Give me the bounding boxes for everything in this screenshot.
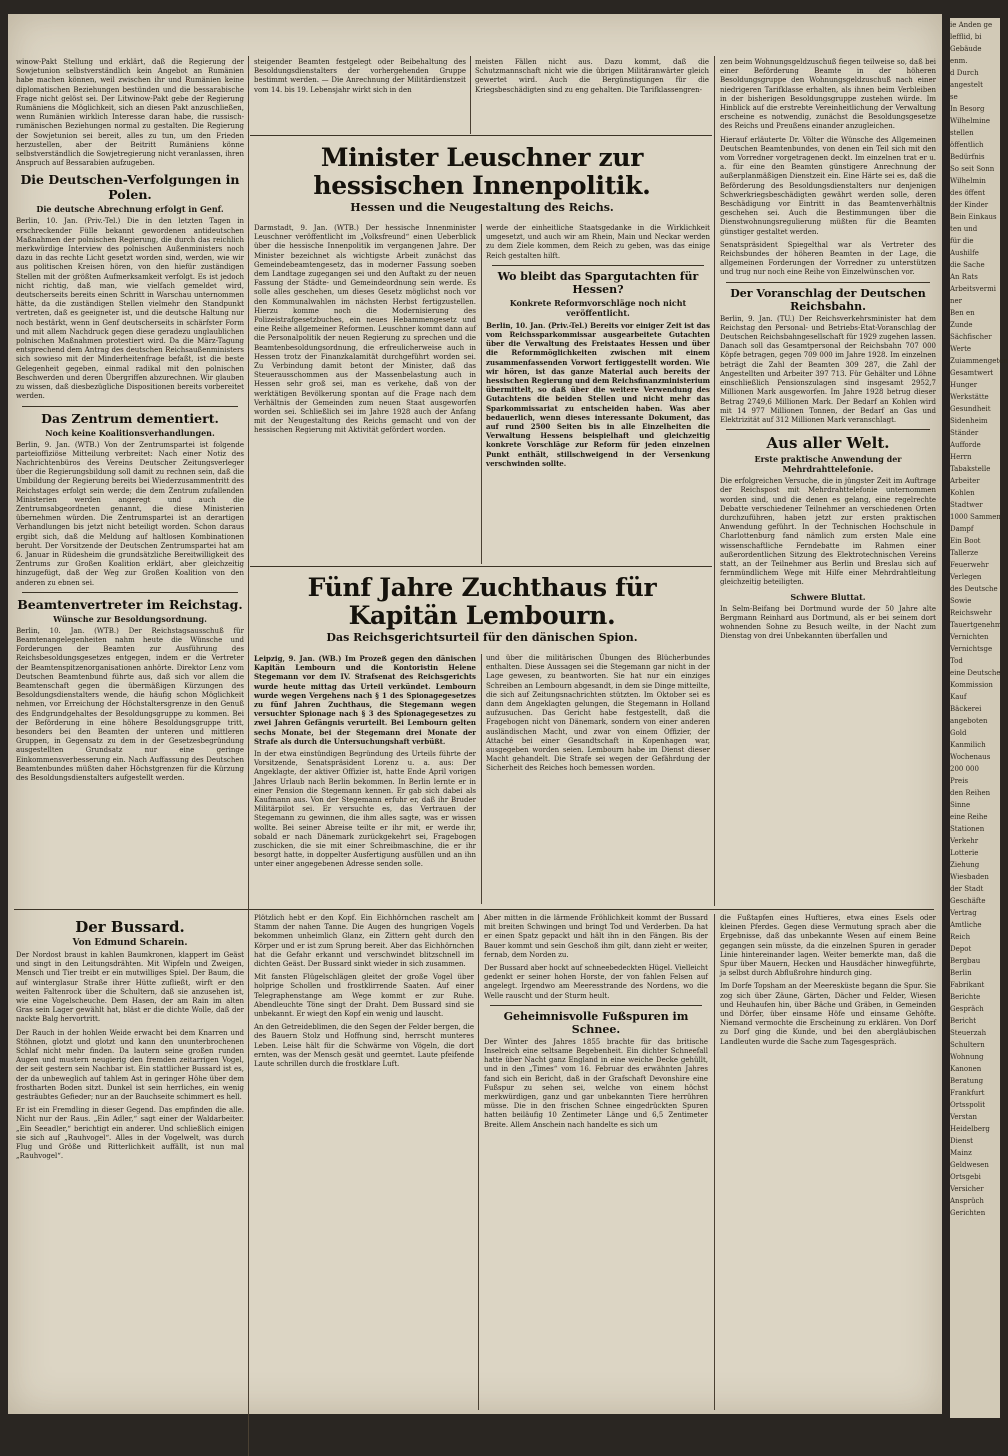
adjacent-page-fragment: An Rats — [950, 273, 978, 281]
adjacent-page-fragment: Reichswehr — [950, 609, 992, 617]
adjacent-page-fragment: der Stadt — [950, 885, 984, 893]
adjacent-page-fragment: Tod — [950, 657, 963, 665]
hessen-column-b — [486, 224, 710, 564]
adjacent-page-fragment: Tabakstelle — [950, 465, 991, 473]
divider — [726, 429, 930, 430]
adjacent-page-fragment: Tallerze — [950, 549, 979, 557]
adjacent-page-fragment: Wohnung — [950, 1053, 984, 1061]
adjacent-page-fragment: Bein Einkaus — [950, 213, 997, 221]
subheadline-zentrum: Noch keine Koalitionsverhandlungen. — [45, 427, 215, 438]
column-4 — [720, 58, 936, 906]
adjacent-page-fragment: Heidelberg — [950, 1125, 990, 1133]
adjacent-page-fragment: für die — [950, 237, 974, 245]
adjacent-page-fragment: 200 000 — [950, 765, 979, 773]
reichsbahn-text: Berlin, 9. Jan. (TU.) Der Reichsverkehrsminister hat dem Reichstag den Personal- und Betriebs-Etat-Voranschlag der Deutschen Reichsbahngesellschaft für 1929 zugehen lassen. Danach soll das Gesamtpersonal der Reichsbahn 707 000 Köpfe betragen, gegen 709 000 im Jahre 1928. Im einzelnen beträgt die Zahl der Beamten 309 287, die Zahl der Angestellten und Arbeiter 397 713. Für Gehälter und Löhne einschließlich Pensionszulagen sind insgesamt 2952,7 Millionen Mark ausgeworfen. Im Jahre 1928 betrug dieser Betrag 2749,6 Millionen Mark. Der Bedarf an Kohlen wird mit 14 977 Millionen Tonnen, der Bedarf an Gas und Elektrizität auf 312 Millionen Mark veranschlagt. — [720, 314, 936, 424]
headline-bussard: Der Bussard. — [75, 918, 185, 936]
adjacent-page-fragment: enm. — [950, 57, 968, 65]
subheadline-spargutachten: Konkrete Reformvorschläge noch nicht veröffentlicht. — [509, 297, 687, 318]
column-rule — [470, 56, 471, 134]
adjacent-page-fragment: Ortsgebi — [950, 1173, 981, 1181]
adjacent-page-fragment: Arbeitsvermi — [950, 285, 996, 293]
adjacent-page-fragment: Verkehr — [950, 837, 979, 845]
adjacent-page-fragment: Geldwesen — [950, 1161, 989, 1169]
adjacent-page-fragment: Gebäude — [950, 45, 982, 53]
adjacent-page-fragment: Kanonen — [950, 1065, 982, 1073]
adjacent-page-fragment: ner — [950, 297, 962, 305]
adjacent-page-fragment: Kohlen — [950, 489, 975, 497]
adjacent-page-fragment: Verstan — [950, 1113, 977, 1121]
adjacent-page-fragment: Sowie — [950, 597, 972, 605]
bussard-column-1 — [16, 914, 244, 1410]
column-rule — [714, 914, 715, 1410]
adjacent-page-fragment: eine Reihe — [950, 813, 988, 821]
bussard-column-2 — [254, 914, 474, 1410]
bluttat-text: In Selm-Beifang bei Dortmund wurde der 50 Jahre alte Bergmann Reinhard aus Dortmund, als er bei seinem dort wohnenden Sohne zu Besuch weilte, in der Nacht zum Dienstag von drei Unbekannten überfallen und — [720, 604, 936, 641]
spargutachten-text: Berlin, 10. Jan. (Priv.-Tel.) Bereits vor einiger Zeit ist das vom Reichssparkommissar ausgearbeitete Gutachten über die Verwaltung des Freistaates Hessen und über die Reformmöglichkeiten zwischen mit einem zusammenfassenden Vorwort fertiggestellt worden. Wie wir hören, ist das ganze Material auch bereits der hessischen Regierung und dem Reichsfinanzministerium übermittelt, so daß über die weitere Verwendung des Gutachtens die beiden Stellen und nicht mehr das Sparkommissariat zu entscheiden haben. Was aber bedauerlich, wenn dieses interessante Dokument, das auf rund 2500 Seiten bis in alle Einzelheiten die Verwaltung Hessens beispielhaft und gleichzeitig konkrete Vorschläge zur Reform für jeden einzelnen Punkt enthält, stillschweigend in der Versenkung verschwinden sollte. — [486, 320, 710, 468]
adjacent-page-fragment: öffentlich — [950, 141, 984, 149]
fussspuren-column-2 — [720, 914, 936, 1410]
bussard-text-5: Mit fansten Flügelschlägen gleitet der große Vogel über holprige Schollen und frostklirrende Saaten. Auf einer Telegraphenstange am Wege kommt er zur Ruhe. Abendleuchte Töne singt der Draht. Dem Bussard sind sie unbekannt. Er wiegt den Kopf ein wenig und lauscht. — [254, 973, 474, 1019]
headline-reichsbahn: Der Voranschlag der Deutschen Reichsbahn. — [730, 286, 926, 313]
adjacent-page-fragment: Bäckerei — [950, 705, 982, 713]
article-romania-text: winow-Pakt Stellung und erklärt, daß die Regierung der Sowjetunion selbstverständlich kein Angebot an Rumänien habe machen können, weil zwischen ihr und Rumänien keine diplomatischen Beziehungen bestünden und die bessarabische Frage nicht gelöst sei. Der Litwinow-Pakt gebe der Regierung Rumäniens die Möglichkeit, sich an diesen Pakt anzuschließen, wenn Rumänien wirklich Interesse daran habe, die russisch-rumänischen Beziehungen normal zu gestalten. Die Regierung der Sowjetunion sei bereit, alles zu tun, um den Frieden herzustellen, aber der Beitritt Rumäniens könne selbstverständlich die Sowjetregierung nicht veranlassen, ihren Anspruch auf Bessarabien aufzugeben. — [16, 58, 244, 168]
beamten-spiegelthal: Senatspräsident Spiegelthal war als Vertreter des Reichsbundes der höheren Beamten in der Lage, die allgemeinen Forderungen der Vorredner zu unterstützen und trug nur noch eine Reihe von Einzelwünschen vor. — [720, 240, 936, 277]
adjacent-page-fragment: Vernichtsge — [950, 645, 993, 653]
bussard-text-2: Der Rauch in der hohlen Weide erwacht bei dem Knarren und Stöhnen, glotzt und glotzt und kann den ununterbrochenen Schlaf nicht mehr finden. Da lautern seine großen runden Augen und mustern neugierig den fremden zeitarrigen Vogel, der seit gestern sein Nachbar ist. Ein stattlicher Bussard ist es, der da unbeweglich auf tahlem Ast in geringer Höhe über dem frostharten Boden sitzt. Dunkel ist sein herrliches, ein wenig gesträubtes Gefieder; nur an der Bauchseite schimmert es hell. — [16, 1028, 244, 1102]
column-rule — [478, 914, 479, 1410]
adjacent-page-fragment: Stationen — [950, 825, 985, 833]
headline-aus-aller-welt: Aus aller Welt. — [766, 434, 890, 453]
adjacent-page-fragment: Beratung — [950, 1077, 984, 1085]
divider — [22, 406, 238, 407]
column-rule — [248, 56, 249, 1456]
divider — [492, 265, 704, 266]
beamten-continuation: steigender Beamten festgelegt oder Beibehaltung des Besoldungsdienstalters der vorhergehenden Gruppe bestimmt werden. — Die Anrechnung der Militärdienstzeit vom 14. bis 19. Lebensjahr wirkt sich in den — [254, 58, 466, 94]
article-beamten-text: Berlin, 10. Jan. (WTB.) Der Reichstagsausschuß für Beamtenangelegenheiten nahm heute die Wünsche und Forderungen der Beamten zur Ausführung des Reichsbesoldungsgesetzes entgegen, indem er die Vertreter der Beamtenspitzenorganisationen anhörte. Direktor Lenz vom Deutschen Beamtenbund führte aus, daß sich vor allem die Beamtenschaft gegen die übermäßigen Kürzungen des Besoldungsdienstalters wende, die häufig schon Möglichkeit nehmen, vor Erreichung der Höchstaltersgrenze in den Genuß des Endgrundgehaltes der Besoldungsgruppe zu kommen. Bei der Beförderung in eine höhere Besoldungsgruppe tritt, besonders bei den Beamten der unteren und mittleren Gruppen, in Gegensatz zu dem in der Gesetzesbegründung ausgestellten Grundsatz nur eine geringe Einkommensverbesserung ein. Nach Auffassung des Deutschen Beamtenbundes müßten daher Höchstgrenzen für die Kürzung des Besoldungsdienstalters aufgestellt werden. — [16, 626, 244, 782]
adjacent-page-fragment: Aushilfe — [950, 249, 979, 257]
adjacent-page-fragment: Kauf — [950, 693, 967, 701]
adjacent-page-fragment: Gerichten — [950, 1209, 986, 1217]
adjacent-page-fragment: Arbeiter — [950, 477, 980, 485]
column-rule — [714, 56, 715, 906]
adjacent-page-fragment: Ständer — [950, 429, 979, 437]
adjacent-page-fragment: Mainz — [950, 1149, 972, 1157]
adjacent-page-fragment: Werkstätte — [950, 393, 989, 401]
adjacent-page-fragment: Hunger — [950, 381, 978, 389]
bussard-text-1: Der Nordost braust in kahlen Baumkronen, klappert im Geäst und singt in den Leitungsdrähten. Mit Wipfeln und Zweigen, Mensch und Tier treibt er ein mutwilliges Spiel. Der Baum, die auf winterglasur Straße ihrer Hütte zufließt, wirft er den weiten Faltenrock über die Schultern, daß sie anzusehen ist, wie eine Vogelscheuche. Dem Hasen, der am Rain im alten Gras sein Lager gewählt hat, bläst er die dichte Wolle, daß der nackte Balg hervortritt. — [16, 951, 244, 1024]
beamten-continuation-2: meisten Fällen nicht aus. Dazu kommt, daß die Schutzmannschaft nicht wie die übrigen Militäranwärter gleich gewertet wird. Auch die Bergünstigungen für die Kriegsbeschädigten sind zu eng gehalten. Die Tarifklassengren- — [475, 58, 709, 94]
subheadline-mehrdraht: Erste praktische Anwendung der Mehrdrahttelefonie. — [754, 454, 902, 475]
adjacent-page-fragment: Frankfurt — [950, 1089, 985, 1097]
bussard-text-7: Aber mitten in die lärmende Fröhlichkeit kommt der Bussard mit breiten Schwingen und bringt Tod und Verderben. Da hat er einen Spatz gepackt und hält ihn in den Fängen. Bis der Bauer kommt und sein Geschoß ihm gilt, dann zieht er weiter, fernab, dem Norden zu. — [484, 914, 708, 959]
adjacent-page-fragment: Stadtwer — [950, 501, 983, 509]
adjacent-page-fragment: Tauertgenehm — [950, 621, 1002, 629]
lembourn-verdict-text: Leipzig, 9. Jan. (WB.) Im Prozeß gegen den dänischen Kapitän Lembourn und die Kontoristin Helene Stegemann vor dem IV. Strafsenat des Reichsgerichts wurde heute mittag das Urteil verkündet. Lembourn wurde wegen Vergehens nach § 1 des Spionagegesetzes zu fünf Jahren Zuchthaus, die Stegemann wegen versuchter Spionage nach § 3 des Spionagegesetzes zu zwei Jahren Gefängnis verurteilt. Bei Lembourn gelten sechs Monate, bei der Stegemann drei Monate der Strafe als durch die Untersuchungshaft verbüßt. — [254, 654, 476, 746]
beamten-continuation-3: zen beim Wohnungsgeldzuschuß fiegen teilweise so, daß bei einer Beförderung Beamte in der höheren Besoldungsgruppe den Wohnungsgeldzuschuß nach einer niedrigeren Tarifklasse erhalten, als ihnen beim Verbleiben in der bisherigen Besoldungsgruppe zustehen würde. Im Hinblick auf die erstrebte Vereinheitlichung der Verwaltung erscheine es notwendig, zunächst die Besoldungsgesetze des Reichs und Preußens einander anzugleichen. — [720, 58, 936, 131]
fussspuren-text-3: Im Dorfe Topsham an der Meeresküste begann die Spur. Sie zog sich über Zäune, Gärten, Dächer und Felder, Wiesen und Heuhaufen hin, über Bäche und Gräben, in Gemeinden und Dörfer, über einsame Höfe und einsame Gehöfte. Niemand vermochte die Erscheinung zu erklären. Von Dorf zu Dorf ging die Kunde, und bei den abergläubischen Landleuten wurde die Sache zum Tagesgespräch. — [720, 982, 936, 1046]
lembourn-column-b — [486, 654, 710, 906]
adjacent-page-fragment: So seit Sonn — [950, 165, 995, 173]
column-1 — [16, 58, 244, 906]
hessen-column-a — [254, 224, 476, 564]
adjacent-page-fragment: Preis — [950, 777, 969, 785]
adjacent-page-fragment: Kanmilich — [950, 741, 986, 749]
adjacent-page-fragment: der Kinder — [950, 201, 989, 209]
adjacent-page-fragment: ten und — [950, 225, 978, 233]
adjacent-page-fragment: angeboten — [950, 717, 988, 725]
divider — [490, 1005, 702, 1006]
adjacent-page-fragment: Reich — [950, 933, 971, 941]
adjacent-page-fragment: angestelt — [950, 81, 983, 89]
box-rule — [250, 135, 712, 136]
adjacent-page-fragment: Depot — [950, 945, 972, 953]
adjacent-page-fragment: Steuerzah — [950, 1029, 987, 1037]
adjacent-page-fragment: Wochenaus — [950, 753, 991, 761]
bussard-text-8: Der Bussard aber hockt auf schneebedeckten Hügel. Vielleicht gedenkt er seiner hohen Horste, der von fahlen Felsen auf angelegt. Irgendwo am Meeresstrande des Nordens, wo die Welle rauscht und der Sturm heult. — [484, 964, 708, 1000]
adjacent-page-fragment: eine Deutsche — [950, 669, 1001, 677]
adjacent-page-fragment: Fabrikant — [950, 981, 985, 989]
adjacent-page-fragment: Lotterie — [950, 849, 979, 857]
divider — [22, 592, 238, 593]
headline-fussspuren: Geheimnisvolle Fußspuren im Schnee. — [503, 1009, 689, 1036]
adjacent-page-fragment: Schultern — [950, 1041, 985, 1049]
adjacent-page-fragment: Bericht — [950, 1017, 977, 1025]
adjacent-page-fragment: Vernichten — [950, 633, 989, 641]
headline-zentrum: Das Zentrum dementiert. — [41, 410, 219, 426]
adjacent-page-fragment: Ben en — [950, 309, 975, 317]
adjacent-page-fragment: Zunde — [950, 321, 973, 329]
column-rule — [481, 654, 482, 904]
subheadline-lembourn: Das Reichsgerichtsurteil für den dänischen Spion. — [326, 631, 638, 644]
adjacent-page-fragment: Ziehung — [950, 861, 980, 869]
adjacent-page-fragment: stellen — [950, 129, 974, 137]
adjacent-page-fragment: Dienst — [950, 1137, 973, 1145]
adjacent-page-fragment: 1000 Sammen — [950, 513, 1001, 521]
adjacent-page-fragment: Ansprüch — [950, 1197, 984, 1205]
fussspuren-text-2: die Fußtapfen eines Huftieres, etwa eines Esels oder kleinen Pferdes. Gegen diese Vermutung sprach aber die Ergebnisse, daß das unbekannte Wesen auf einem Beine gegangen sein müsste, da die einzelnen Spuren in gerader Linie hintereinander lagen. Weiter bemerkte man, daß die Spur über Mauern, Hecken und Hausdächer hinwegführte, ja selbst durch Abflußrohre hindurch ging. — [720, 914, 936, 978]
hessen-text-end: werde der einheitliche Staatsgedanke in die Wirklichkeit umgesetzt, und auch wir am Rhein, Main und Neckar werden zu dem Ziele kommen, dem Reich zu geben, was das einige Reich gestalten hilft. — [486, 224, 710, 260]
adjacent-page-fragment: Wilhelmin — [950, 177, 986, 185]
headline-beamten: Beamtenvertreter im Reichstag. — [17, 596, 243, 612]
adjacent-page-fragment: Amtliche — [950, 921, 982, 929]
lembourn-reasoning-cont: und über die militärischen Übungen des Blücherbundes enthalten. Diese Aussagen sei die Stegemann gar nicht in der Lage gewesen, zu beantworten. Sie hat nur ein einziges Schreiben an Lembourn abgesandt, in dem sie Dinge mitteilte, die sich auf Zeitungsnachrichten stützten. Im Oktober sei es dann dem Angeklagten gelungen, die Stegemann in Holland aufzusuchen. Das Gericht habe festgestellt, daß die Fragebogen nicht von Dänemark, sondern von einer anderen ausländischen Macht, und zwar von einem Offizier, der Attaché bei einer Gesandtschaft in Kopenhagen war, ausgegeben worden seien. Lembourn habe im Dienst dieser Macht gehandelt. Die Strafe sei wegen der Gefährdung der Sicherheit des Reiches hoch bemessen worden. — [486, 654, 710, 773]
subheadline-poland: Die deutsche Abrechnung erfolgt in Genf. — [36, 204, 224, 215]
column-3-top — [475, 58, 709, 134]
adjacent-page-fragment: den Reihen — [950, 789, 991, 797]
subheadline-bluttat: Schwere Bluttat. — [790, 591, 866, 602]
adjacent-page-fragment: Ortsspolit — [950, 1101, 986, 1109]
adjacent-page-fragment: Aufforde — [950, 441, 981, 449]
adjacent-page-fragment: Werte — [950, 345, 972, 353]
adjacent-page-fragment: Sidenheim — [950, 417, 988, 425]
adjacent-page-fragment: Gespräch — [950, 1005, 984, 1013]
subheadline-beamten: Wünsche zur Besoldungsordnung. — [53, 613, 207, 624]
adjacent-page-fragment: Verlegen — [950, 573, 982, 581]
adjacent-page-edge — [950, 18, 1008, 1418]
bussard-text-4: Plötzlich hebt er den Kopf. Ein Eichhörnchen raschelt am Stamm der nahen Tanne. Die Augen des hungrigen Vogels bekommen unheimlich Glanz, ein Zittern geht durch den Körper und er ist zum Sprung bereit. Aber das Eichhörnchen hat die Gefahr erkannt und verschwindet blitzschnell im dichten Geäst. Der Bussard sinkt wieder in sich zusammen. — [254, 914, 474, 969]
adjacent-page-fragment: Bedürfnis — [950, 153, 985, 161]
column-rule — [481, 224, 482, 564]
headline-lembourn: Fünf Jahre Zuchthaus für Kapitän Lembourn. — [307, 573, 657, 630]
newspaper-page — [8, 14, 942, 1414]
adjacent-page-fragment: Vertrag — [950, 909, 977, 917]
lembourn-header — [254, 570, 710, 654]
adjacent-page-fragment: Sächfischer — [950, 333, 992, 341]
adjacent-page-fragment: d Durch — [950, 69, 979, 77]
bussard-text-6: An den Getreideblimen, die den Segen der Felder bergen, die des Bauern Stolz und Hoffnung sind, herrscht munteres Leben. Leise hält für die Schwärme von Vögeln, die dort ernten, was der Mensch gesät und geerntet. Laute pfeifende Laute schrillen durch die frostklare Luft. — [254, 1023, 474, 1069]
adjacent-page-fragment: die Sache — [950, 261, 985, 269]
adjacent-page-fragment: Geschäfte — [950, 897, 986, 905]
bussard-text-3: Er ist ein Fremdling in dieser Gegend. Das empfinden die alle. Nicht nur der Raus. „Ein Adler,“ sagt einer der Waldarbeiter. „Ein Seeadler,“ berichtigt ein anderer. Und schließlich einigen sie sich auf „Rauhvogel“. Alles in der Vogelwelt, was durch Flug und Größe und Ritterlichkeit auffällt, ist nun mal „Rauhvogel“. — [16, 1106, 244, 1161]
mehrdraht-text: Die erfolgreichen Versuche, die in jüngster Zeit im Auftrage der Reichspost mit Mehrdrahttelefonie unternommen worden sind, und die denen es gelang, eine regelrechte Debatte verschiedener Teilnehmer an verschiedenen Orten durchzuführen, haben jetzt zur ersten praktischen Anwendung geführt. In der Technischen Hochschule in Charlottenburg fand nämlich zum ersten Male eine wissenschaftliche Ferndebatte im Rahmen einer außerordentlichen Sitzung des Elektrotechnischen Vereins statt, an der Teilnehmer aus Berlin und Breslau sich auf fernmündlichem Wege mit Hilfe einer Mehrdrahtleitung gleichzeitig beteiligten. — [720, 477, 936, 587]
box-rule — [250, 566, 712, 567]
adjacent-page-fragment: Zuiammengeten — [950, 357, 1008, 365]
subheadline-hessen: Hessen und die Neugestaltung des Reichs. — [350, 201, 614, 214]
adjacent-page-fragment: Gesamtwert — [950, 369, 994, 377]
adjacent-page-fragment: Wiesbaden — [950, 873, 989, 881]
adjacent-page-fragment: Kommission — [950, 681, 993, 689]
headline-spargutachten: Wo bleibt das Spargutachten für Hessen? — [497, 269, 699, 296]
adjacent-page-fragment: Bergbau — [950, 957, 981, 965]
adjacent-page-fragment: ie Anden ge — [950, 21, 993, 29]
lembourn-column-a — [254, 654, 476, 906]
adjacent-page-fragment: Ein Boot — [950, 537, 981, 545]
beamten-voelter: Hierauf erläuterte Dr. Völter die Wünsche des Allgemeinen Deutschen Beamtenbundes, von denen ein Teil sich mit den vom Vorredner vorgetragenen deckt. Im einzelnen trat er u. a. für eine den Beamten günstigere Anrechnung der außerplanmäßigen Dienstzeit ein. Eine Härte sei es, daß die Beförderung des Besoldungsdienstalters nur denjenigen Schwerkriegsbeschädigten gewährt werden solle, deren Beschädigung vor Eintritt in das Beamtenverhältnis geschehen sei. Auch die Bestimmungen über die Dienstwohnungsregulierung müßten für die Beamten günstiger gestaltet werden. — [720, 135, 936, 236]
byline-bussard: Von Edmund Scharein. — [72, 938, 188, 948]
adjacent-page-fragment: Berichte — [950, 993, 981, 1001]
fussspuren-text-1: Der Winter des Jahres 1855 brachte für das britische Inselreich eine seltsame Begebenheit. Ein dichter Schneefall hatte über Nacht ganz England in eine weiche Decke gehüllt, und in den „Times“ vom 16. Februar des erwähnten Jahres fand sich ein Bericht, daß in der Grafschaft Devonshire eine Fußspur zu sehen sei, welche von einem höchst merkwürdigen, ganz und gar unbekannten Tiere herrühren müsse. Die in den frischen Schnee eingedrückten Spuren hatten beiläufig 10 Zentimeter Länge und 6,5 Zentimeter Breite. Allem Anschein nach handelte es sich um — [484, 1037, 708, 1129]
adjacent-page-fragment: se — [950, 93, 958, 101]
adjacent-page-fragment: Herrn — [950, 453, 972, 461]
divider — [726, 282, 930, 283]
adjacent-page-fragment: In Besorg — [950, 105, 985, 113]
adjacent-page-fragment: lefflid, bi — [950, 33, 982, 41]
headline-poland: Die Deutschen-Verfolgungen in Polen. — [20, 172, 240, 203]
adjacent-page-fragment: Feuerwehr — [950, 561, 989, 569]
bussard-column-3 — [484, 914, 708, 1410]
adjacent-page-fragment: Gesundheit — [950, 405, 991, 413]
column-2-top — [254, 58, 466, 134]
adjacent-page-fragment: Gold — [950, 729, 967, 737]
hessen-header — [254, 140, 710, 224]
article-poland-text: Berlin, 10. Jan. (Priv.-Tel.) Die in den letzten Tagen in erschreckender Fülle bekannt gewordenen antideutschen Maßnahmen der polnischen Regierung, die durch das reichlich merkwürdige Interview des polnischen Außenministers noch dazu in das rechte Licht gesetzt worden sind, werden, wie wir aus politischen Kreisen hören, von den hiefür zuständigen Stellen mit der größten Aufmerksamkeit verfolgt. Es ist jedoch nicht richtig, daß man, wie vielfach gemeldet wird, deutscherseits bereits einen Schritt in Warschau unternommen hätte, da die zuständigen Stellen vielmehr den Standpunkt vertreten, daß es geeigneter ist, und die deutsche Haltung nur noch bestärkt, wenn in Genf deutscherseits in schärfster Form und mit allem Nachdruck gegen diese geradezu unglaublichen polnischen Maßnahmen protestiert wird. Da die März-Tagung entsprechend dem Antrag des deutschen Reichsaußenministers sich sowieso mit der Minderheitenfrage befaßt, ist die beste Gelegenheit gegeben, einmal radikal mit den polnischen Beschwerden und deren Übergriffen abzurechnen. Wir glauben zu wissen, daß diesbezügliche Dispositionen bereits vorbereitet werden. — [16, 217, 244, 401]
hessen-text: Darmstadt, 9. Jan. (WTB.) Der hessische Innenminister Leuschner veröffentlicht im „Volksfreund“ einen Ueberblick über die hessische Innenpolitik im vergangenen Jahre. Der Minister bezeichnet als wichtigste Arbeit zunächst das Gemeindebeamtengesetz, das in moderner Fassung soeben dem Landtage zugegangen sei und den Auftakt zu der neuen Fassung der Städte- und Gemeindeordnung sein werde. Es solle alles geschehen, um dieses Gesetz möglichst noch vor den Kommunalwahlen im nächsten Herbst fertigzustellen. Hierzu komme noch die Modernisierung des Polizeistrafgesetzbuches, ein neues Hebammengesetz und eine Reihe allgemeiner Reformen. Leuschner kommt dann auf die Personalpolitik der neuen Regierung zu sprechen und die Beamtenbesoldungsordnung, die erfreulicherweise auch in Hessen trotz der Finanzkalamität durchgeführt worden sei. Zu Verbindung damit betont der Minister, daß das Steuerausschommen aus der Massenbelastung auch in Hessen sehr groß sei, man es verkehe, daß von der werktätigen Bevölkerung spontan auf die Frage nach dem Verhältnis der Gemeinden zum neuen Staat ausgeworfen worden sei. Schließlich sei im Jahre 1928 auch der Anfang mit der Neugestaltung des Reichs gemacht und von der hessischen Regierung mit Aktivität gefördert worden. — [254, 224, 476, 435]
article-zentrum-text: Berlin, 9. Jan. (WTB.) Von der Zentrumspartei ist folgende parteioffiziöse Mitteilung verbreitet: Nach einer Notiz des Nachrichtenbüros des Vereins Deutscher Zeitungsverleger über die Regierungsbildung soll damit zu rechnen sein, daß die Umbildung der Regierung bereits bei Wiederzusammentritt des Reichstages erfolgt sein werde; die dem Zentrum zufallenden Ministerien werden angeregt und auch die Zentrumsabgeordneten genannt, die diese Ministerien übernehmen würden. Die Zentrumspartei ist an derartigen Verhandlungen bis jetzt nicht beteiligt worden. Schon daraus ergibt sich, daß die Meldung auf haltlosen Kombinationen beruht. Der Vorsitzende der Deutschen Zentrumspartei hat am 6. Januar in Rüdesheim die grundsätzliche Bereitwilligkeit des Zentrums zur Großen Koalition erklärt, aber gleichzeitig hinzugefügt, daß der Weg zur Großen Koalition von den anderen zu ebnen sei. — [16, 440, 244, 587]
adjacent-page-fragment: Wilhelmine — [950, 117, 990, 125]
lembourn-reasoning-text: In der etwa einstündigen Begründung des Urteils führte der Vorsitzende, Senatspräsident Lorenz u. a. aus: Der Angeklagte, der aktiver Offizier ist, hatte Ende April vorigen Jahres Urlaub nach Berlin bekommen. In Berlin lernte er in einer Pension die Stegemann kennen. Er gab sich dabei als Kaufmann aus. Von der Stegemann erfuhr er, daß ihr Bruder Militärpilot sei. Er versuchte es, das Vertrauen der Stegemann zu gewinnen, die ihm alles sagte, was er wissen wollte. Bei seiner Abreise teilte er ihr mit, er werde ihr, sobald er nach Dänemark zurückgekehrt sei, Fragebogen zuschicken, die sie mit einer Schreibmaschine, die er ihr besorgt hatte, in doppelter Ausfertigung ausfüllen und an ihn unter einer angegebenen Adresse senden solle. — [254, 750, 476, 869]
adjacent-page-fragment: Berlin — [950, 969, 972, 977]
adjacent-page-fragment: des Deutsche — [950, 585, 998, 593]
section-rule — [14, 909, 934, 910]
adjacent-page-fragment: Sinne — [950, 801, 971, 809]
headline-hessen: Minister Leuschner zur hessischen Innenpolitik. — [313, 143, 651, 200]
adjacent-page-fragment: Versicher — [950, 1185, 984, 1193]
adjacent-page-fragment: Dampf — [950, 525, 974, 533]
adjacent-page-fragment: des öffent — [950, 189, 986, 197]
